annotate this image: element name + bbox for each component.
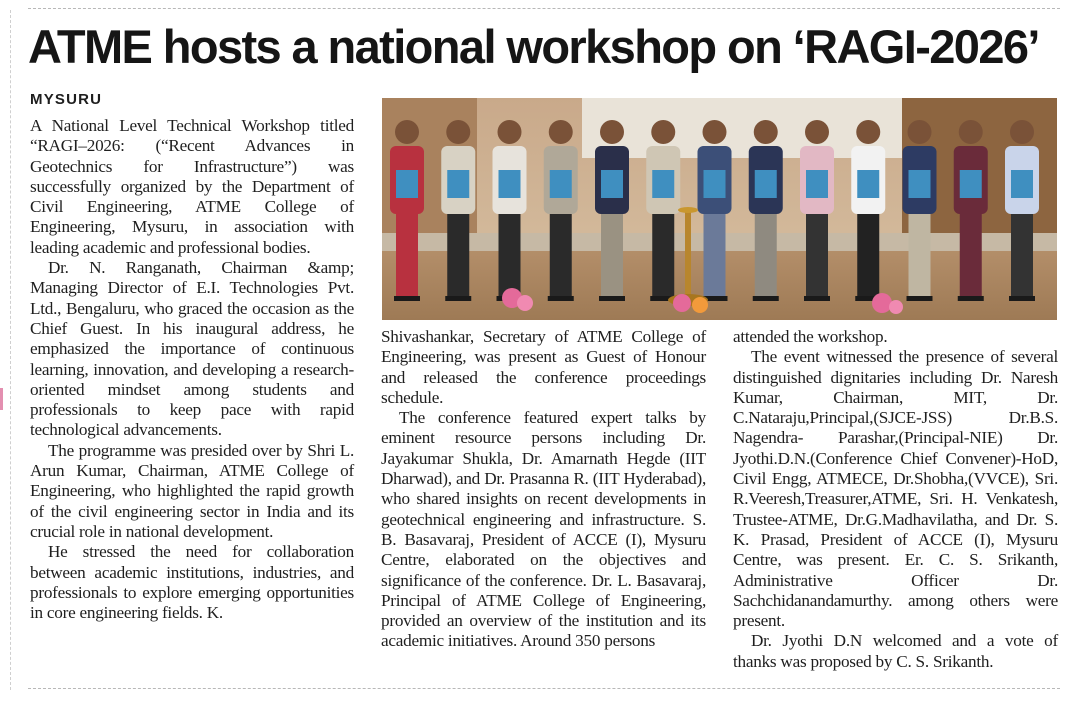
proceedings-book-icon — [1011, 170, 1033, 198]
bottom-rule — [28, 688, 1060, 689]
paragraph: Dr. Jyothi D.N welcomed and a vote of thanks was proposed by C. S. Srikanth. — [733, 631, 1058, 671]
proceedings-book-icon — [857, 170, 879, 198]
margin-mark — [0, 388, 3, 410]
paragraph: The conference featured expert talks by eminent resource persons including Dr. Jayakumar Shukla, Dr. Amarnath Hegde (IIT Dharwad), and Dr. Prasanna R. (IIT Hyderabad), who shared insights on recent developments in geotechnical engineering and infrastructure. S. B. Basavaraj, President of ACCE (I), Mysuru Centre, elaborated on the objectives and significance of the conference. Dr. L. Basavaraj, Principal of ATME College of Engineering, provided an overview of the institution and its academic initiatives. Around 350 persons — [381, 408, 706, 651]
proceedings-book-icon — [755, 170, 777, 198]
paragraph: attended the workshop. — [733, 327, 888, 346]
proceedings-book-icon — [909, 170, 931, 198]
proceedings-book-icon — [806, 170, 828, 198]
dateline: MYSURU — [30, 91, 103, 108]
paragraph: A National Level Technical Workshop titled “RAGI–2026: (“Recent Advances in Geotechnics for Infrastructure”) was successfully organized by the Department of Civil Engineering, ATME College of Engineering, Mysuru, in association with leading academic and professional bodies. — [30, 116, 354, 257]
proceedings-book-icon — [704, 170, 726, 198]
paragraph: He stressed the need for collaboration between academic institutions, industries, and professionals to explore emerging opportunities in core engineering fields. K. — [30, 542, 354, 623]
proceedings-book-icon — [960, 170, 982, 198]
paragraph: The event witnessed the presence of several distinguished dignitaries including Dr. Naresh Kumar, Chairman, MIT, Dr. C.Nataraju,Principal,(SJCE-JSS) Dr.B.S. Nagendra- Parashar,(Principal-NIE) Dr. Jyothi.D.N.(Conference Chief Convener)-HoD, Civil Engg, ATMECE, Dr.Shobha,(VVCE), Sri. R.Veeresh,Treasurer,ATME, Sri. H. Venkatesh, Trustee-ATME, Dr.G.Madhavilatha, and Dr. S. K. Prasad, President of ACCE (I), Mysuru Centre, was present. Er. C. S. Srikanth, Administrative Officer Dr. Sachchidanandamurthy. among others were present. — [733, 347, 1058, 631]
article-column-1 — [30, 116, 354, 623]
proceedings-book-icon — [447, 170, 469, 198]
event-photo — [382, 98, 1057, 320]
article-column-2 — [381, 327, 706, 652]
paragraph: Shivashankar, Secretary of ATME College of Engineering, was present as Guest of Honour and released the conference proceedings schedule. — [381, 327, 706, 407]
proceedings-book-icon — [652, 170, 674, 198]
proceedings-book-icon — [550, 170, 572, 198]
article-column-3 — [733, 327, 1058, 672]
group-photo-illustration — [382, 98, 1057, 320]
paragraph: The programme was presided over by Shri L. Arun Kumar, Chairman, ATME College of Engineering, who highlighted the rapid growth of the civil engineering sector in India and its crucial role in national development. — [30, 440, 354, 541]
proceedings-book-icon — [601, 170, 623, 198]
proceedings-book-icon — [499, 170, 521, 198]
paragraph: Dr. N. Ranganath, Chairman &amp; Managing Director of E.I. Technologies Pvt. Ltd., Bengaluru, who graced the occasion as the Chief Guest. In his inaugural address, he emphasized the importance of continuous learning, innovation, and developing a research- oriented mindset among students and professionals to keep pace with rapid technological advancements. — [30, 258, 354, 440]
margin-line — [10, 10, 11, 690]
headline: ATME hosts a national workshop on ‘RAGI-2026’ — [28, 20, 1039, 73]
top-rule — [28, 8, 1060, 9]
proceedings-book-icon — [396, 170, 418, 198]
